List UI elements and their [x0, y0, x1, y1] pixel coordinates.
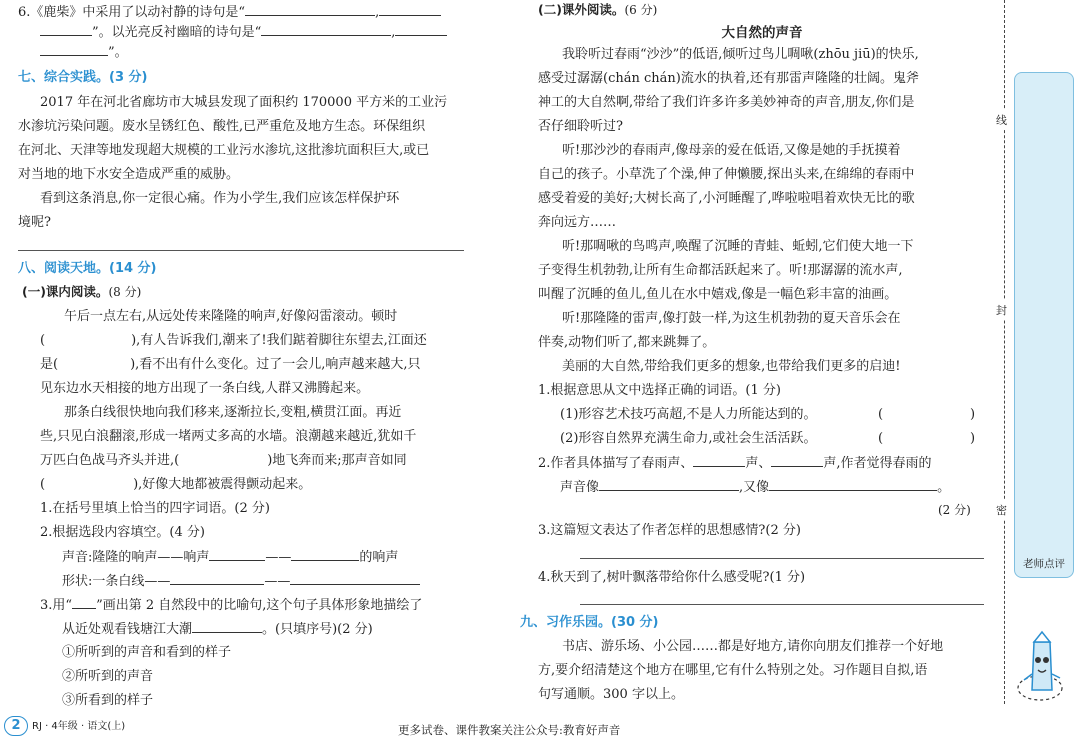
blank[interactable] [693, 453, 745, 467]
r-question-2-score: (2 分) [938, 503, 971, 517]
blank[interactable] [192, 619, 262, 633]
passage-text: 那条白线很快地向我们移来,逐渐拉长,变粗,横贯江面。再近 [64, 405, 402, 420]
page-footer-left [4, 716, 125, 736]
article-text: 我聆听过春雨“沙沙”的低语,倾听过鸟儿啁啾(zhōu jiū)的快乐, [562, 47, 919, 62]
sec7-text: 境呢? [18, 215, 51, 230]
r-question-3: 3.这篇短文表达了作者怎样的思想感情?(2 分) [538, 523, 801, 538]
passage-text: 是( ),看不出有什么变化。过了一会儿,响声越来越大,只 [40, 357, 421, 372]
footer-notice: 更多试卷、课件教案关注公众号:教育好声音 [398, 723, 621, 737]
pencil-mascot-icon [1010, 630, 1074, 710]
teacher-comment-box[interactable] [1014, 72, 1074, 578]
question-3: 3.用“ ”画出第 2 自然段中的比喻句,这个句子具体形象地描绘了 [40, 595, 422, 616]
section-7-title: 七、综合实践。(3 分) [18, 70, 148, 85]
article-title: 大自然的声音 [721, 25, 803, 41]
r-question-2-line2: 声音像 ,又像 。 [560, 477, 950, 498]
option-3: ③所看到的样子 [62, 693, 154, 708]
blank[interactable] [395, 22, 447, 36]
grade-label: RJ · 4年级 · 语文(上) [32, 721, 126, 732]
option-1: ①所听到的声音和看到的样子 [62, 645, 232, 660]
q2-shape: 形状:一条白线—— —— [62, 571, 420, 592]
section-8-title: 八、阅读天地。(14 分) [18, 261, 157, 276]
article-text: 神工的大自然啊,带给了我们许多许多美妙神奇的声音,朋友,你们是 [538, 95, 915, 110]
article-text: 听!那沙沙的春雨声,像母亲的爱在低语,又像是她的手抚摸着 [562, 143, 901, 158]
blank[interactable] [261, 22, 391, 36]
passage-text: ( ),有人告诉我们,潮来了!我们踮着脚往东望去,江面还 [40, 333, 427, 348]
answer-line[interactable] [580, 604, 984, 605]
passage-text: 午后一点左右,从远处传来隆隆的响声,好像闷雷滚动。顿时 [64, 309, 398, 324]
article-text: 感受过潺潺(chán chán)流水的执着,还有那雷声隆隆的壮阔。鬼斧 [538, 71, 919, 86]
binding-char-feng: 封 [996, 300, 1007, 320]
option-2: ②所听到的声音 [62, 669, 154, 684]
article-text: 子变得生机勃勃,让所有生命都活跃起来了。听!那潺潺的流水声, [538, 263, 903, 278]
paren-close: ) [970, 407, 976, 422]
sec7-text: 在河北、天津等地发现超大规模的工业污水渗坑,这批渗坑面积巨大,或已 [18, 143, 430, 158]
binding-char-mi: 密 [996, 500, 1007, 520]
answer-line[interactable] [580, 558, 984, 559]
article-text: 叫醒了沉睡的鱼儿,鱼儿在水中嬉戏,像是一幅色彩丰富的油画。 [538, 287, 898, 302]
blank[interactable] [40, 22, 92, 36]
section-9-title: 九、习作乐园。(30 分) [520, 615, 659, 630]
blank[interactable] [245, 2, 375, 16]
r-question-4: 4.秋天到了,树叶飘落带给你什么感受呢?(1 分) [538, 570, 806, 585]
blank[interactable] [209, 547, 265, 561]
answer-line[interactable] [18, 250, 464, 251]
q2-sound: 声音:隆隆的响声——响声 —— 的响声 [62, 547, 398, 568]
article-text: 感受着爱的美好;大树长高了,小河睡醒了,哗啦啦唱着欢快无比的歌 [538, 191, 915, 206]
writing-prompt: 句写通顺。300 字以上。 [538, 687, 684, 702]
r-question-1b: (2)形容自然界充满生命力,或社会生活活跃。 [560, 431, 817, 446]
blank[interactable] [379, 2, 441, 16]
blank[interactable] [771, 453, 823, 467]
sec7-text: 对当地的地下水安全造成严重的威胁。 [18, 167, 240, 182]
question-2: 2.根据选段内容填空。(4 分) [40, 525, 205, 540]
r-question-1a: (1)形容艺术技巧高超,不是人力所能达到的。 [560, 407, 817, 422]
writing-prompt: 方,要介绍清楚这个地方在哪里,它有什么特别之处。习作题目自拟,语 [538, 663, 928, 678]
passage-text: 些,只见白浪翻滚,形成一堵两丈多高的水墙。浪潮越来越近,犹如千 [40, 429, 417, 444]
teacher-comment-label: 老师点评 [1023, 558, 1065, 570]
q6-line3: ”。 [40, 42, 128, 63]
blank[interactable] [599, 477, 739, 491]
blank[interactable] [769, 477, 937, 491]
blank[interactable] [290, 571, 420, 585]
r-question-1: 1.根据意思从文中选择正确的词语。(1 分) [538, 383, 781, 398]
article-text: 自己的孩子。小草洗了个澡,伸了伸懒腰,探出头来,在绵绵的春雨中 [538, 167, 915, 182]
subsection-2-title: (二)课外阅读。(6 分) [538, 2, 658, 17]
subsection-1-title: (一)课内阅读。(8 分) [22, 284, 142, 299]
blank[interactable] [291, 547, 359, 561]
r-question-2: 2.作者具体描写了春雨声、 声、 声,作者觉得春雨的 [538, 453, 932, 474]
sec7-text: 看到这条消息,你一定很心痛。作为小学生,我们应该怎样保护环 [40, 191, 400, 206]
passage-text: 见东边水天相接的地方出现了一条白线,人群又沸腾起来。 [40, 381, 370, 396]
paren-open[interactable]: ( [878, 431, 884, 446]
passage-text: ( ),好像大地都被震得颤动起来。 [40, 477, 312, 492]
page-number: 2 [4, 716, 28, 736]
writing-prompt: 书店、游乐场、小公园……都是好地方,请你向朋友们推荐一个好地 [562, 639, 944, 654]
article-text: 听!那隆隆的雷声,像打鼓一样,为这生机勃勃的夏天音乐会在 [562, 311, 901, 326]
q6-line1: 6.《鹿柴》中采用了以动衬静的诗句是“ , [18, 2, 441, 23]
paren-close: ) [970, 431, 976, 446]
question-3-line2: 从近处观看钱塘江大潮 。(只填序号)(2 分) [62, 619, 373, 640]
blank[interactable] [40, 42, 108, 56]
article-text: 奔向远方…… [538, 215, 617, 230]
sec7-text: 水渗坑污染问题。废水呈锈红色、酸性,已严重危及地方生态。环保组织 [18, 119, 426, 134]
article-text: 听!那啁啾的鸟鸣声,唤醒了沉睡的青蛙、蚯蚓,它们使大地一下 [562, 239, 914, 254]
blank[interactable] [170, 571, 264, 585]
article-text: 伴奏,动物们听了,都来跳舞了。 [538, 335, 716, 350]
paren-open[interactable]: ( [878, 407, 884, 422]
underline-sample [72, 595, 96, 609]
binding-char-xian: 线 [996, 110, 1007, 130]
binding-line [1004, 0, 1005, 704]
article-text: 否仔细聆听过? [538, 119, 623, 134]
q6-line2: ”。以光亮反衬幽暗的诗句是“ , [40, 22, 447, 43]
sec7-text: 2017 年在河北省廊坊市大城县发现了面积约 170000 平方米的工业污 [40, 95, 448, 110]
article-text: 美丽的大自然,带给我们更多的想象,也带给我们更多的启迪! [562, 359, 901, 374]
passage-text: 万匹白色战马齐头并进,( )地飞奔而来;那声音如同 [40, 453, 407, 468]
question-1: 1.在括号里填上恰当的四字词语。(2 分) [40, 501, 270, 516]
